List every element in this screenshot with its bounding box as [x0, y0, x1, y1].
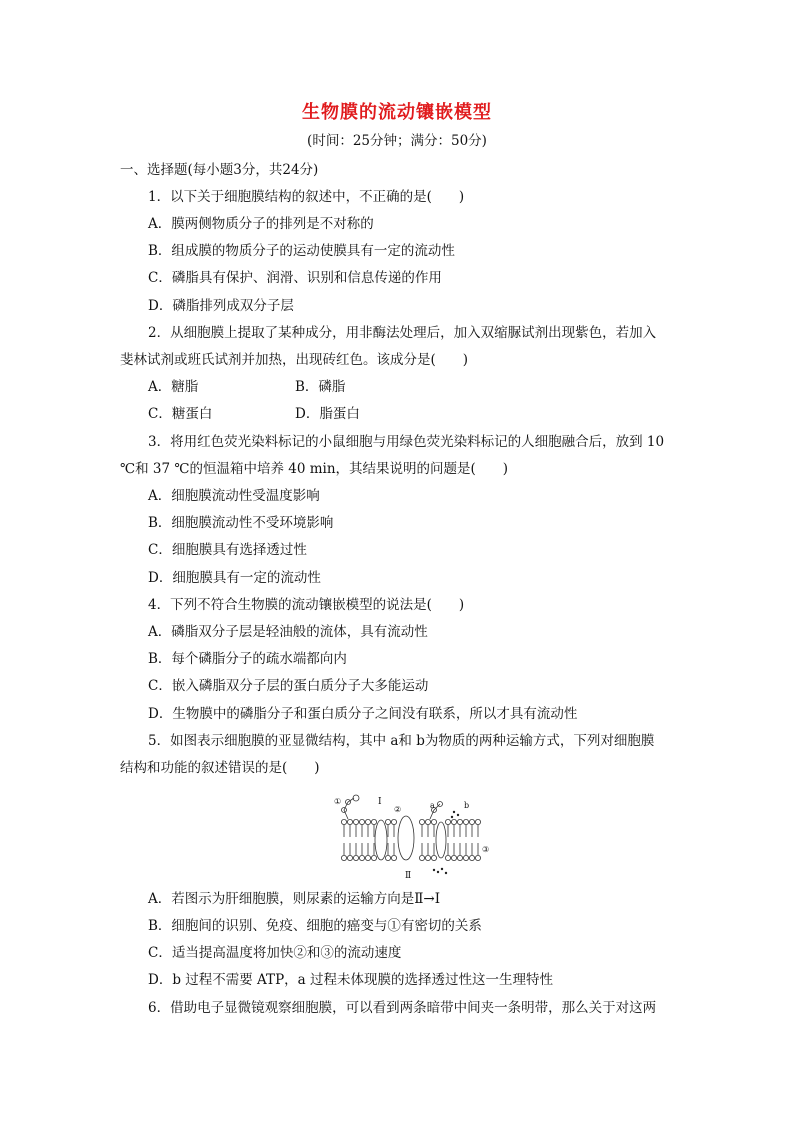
q2-stem-line1: 2．从细胞膜上提取了某种成分，用非酶法处理后，加入双缩脲试剂出现紫色，若加入	[148, 325, 657, 341]
figure-label-b: b	[464, 801, 470, 810]
q5-option-b: B．细胞间的识别、免疫、细胞的癌变与①有密切的关系	[148, 918, 482, 934]
figure-label-2: ②	[394, 805, 402, 814]
q4-stem: 4．下列不符合生物膜的流动镶嵌模型的说法是( )	[148, 597, 465, 613]
figure-label-side-2: Ⅱ	[405, 871, 412, 880]
q3-stem-line2: ℃和 37 ℃的恒温箱中培养 40 min，其结果说明的问题是( )	[120, 461, 509, 477]
q5-stem-line1: 5．如图表示细胞膜的亚显微结构，其中 a和 b为物质的两种运输方式，下列对细胞膜	[148, 733, 655, 749]
figure-label-1: ①	[334, 797, 342, 806]
protein-3	[436, 822, 446, 858]
q2-option-d: D．脂蛋白	[295, 406, 360, 422]
q1-option-b: B．组成膜的物质分子的运动使膜具有一定的流动性	[148, 243, 455, 259]
q4-option-b: B．每个磷脂分子的疏水端都向内	[148, 651, 347, 667]
q3-option-d: D．细胞膜具有一定的流动性	[148, 570, 321, 586]
q5-stem-line2: 结构和功能的叙述错误的是( )	[120, 760, 320, 776]
protein-1	[375, 820, 387, 860]
q6-stem-line1: 6．借助电子显微镜观察细胞膜，可以看到两条暗带中间夹一条明带，那么关于对这两	[148, 1000, 657, 1016]
figure-label-side-1: Ⅰ	[378, 797, 382, 807]
q2-option-c: C．糖蛋白	[148, 406, 213, 422]
q1-stem: 1．以下关于细胞膜结构的叙述中，不正确的是( )	[148, 189, 465, 205]
q3-option-a: A．细胞膜流动性受温度影响	[148, 488, 320, 504]
q4-option-c: C．嵌入磷脂双分子层的蛋白质分子大多能运动	[148, 678, 429, 694]
q2-stem-line2: 斐林试剂或班氏试剂并加热，出现砖红色。该成分是( )	[120, 352, 469, 368]
q5-option-c: C．适当提高温度将加快②和③的流动速度	[148, 945, 402, 961]
cell-membrane-figure	[330, 790, 500, 880]
q4-option-a: A．磷脂双分子层是轻油般的流体，具有流动性	[148, 624, 428, 640]
figure-label-a: a	[430, 801, 435, 810]
q4-option-d: D．生物膜中的磷脂分子和蛋白质分子之间没有联系，所以才具有流动性	[148, 706, 578, 722]
section-heading: 一、选择题(每小题3分，共24分)	[120, 162, 319, 178]
subtitle: (时间：25分钟；满分：50分)	[307, 133, 487, 149]
lipid-heads-bottom	[341, 855, 480, 860]
q1-option-a: A．膜两侧物质分子的排列是不对称的	[148, 216, 374, 232]
q3-stem-line1: 3．将用红色荧光染料标记的小鼠细胞与用绿色荧光染料标记的人细胞融合后，放到 10	[148, 434, 665, 450]
q2-option-b: B．磷脂	[295, 379, 346, 395]
q5-option-d: D．b 过程不需要 ATP，a 过程未体现膜的选择透过性这一生理特性	[148, 972, 553, 988]
q2-option-a: A．糖脂	[148, 379, 199, 395]
q1-option-c: C．磷脂具有保护、润滑、识别和信息传递的作用	[148, 270, 442, 286]
protein-2	[398, 816, 414, 860]
q3-option-c: C．细胞膜具有选择透过性	[148, 542, 307, 558]
q1-option-d: D．磷脂排列成双分子层	[148, 298, 294, 314]
q5-option-a: A．若图示为肝细胞膜，则尿素的运输方向是Ⅱ→Ⅰ	[148, 891, 441, 907]
figure-label-3: ③	[482, 845, 490, 854]
q3-option-b: B．细胞膜流动性不受环境影响	[148, 515, 334, 531]
page-title: 生物膜的流动镶嵌模型	[302, 102, 492, 123]
